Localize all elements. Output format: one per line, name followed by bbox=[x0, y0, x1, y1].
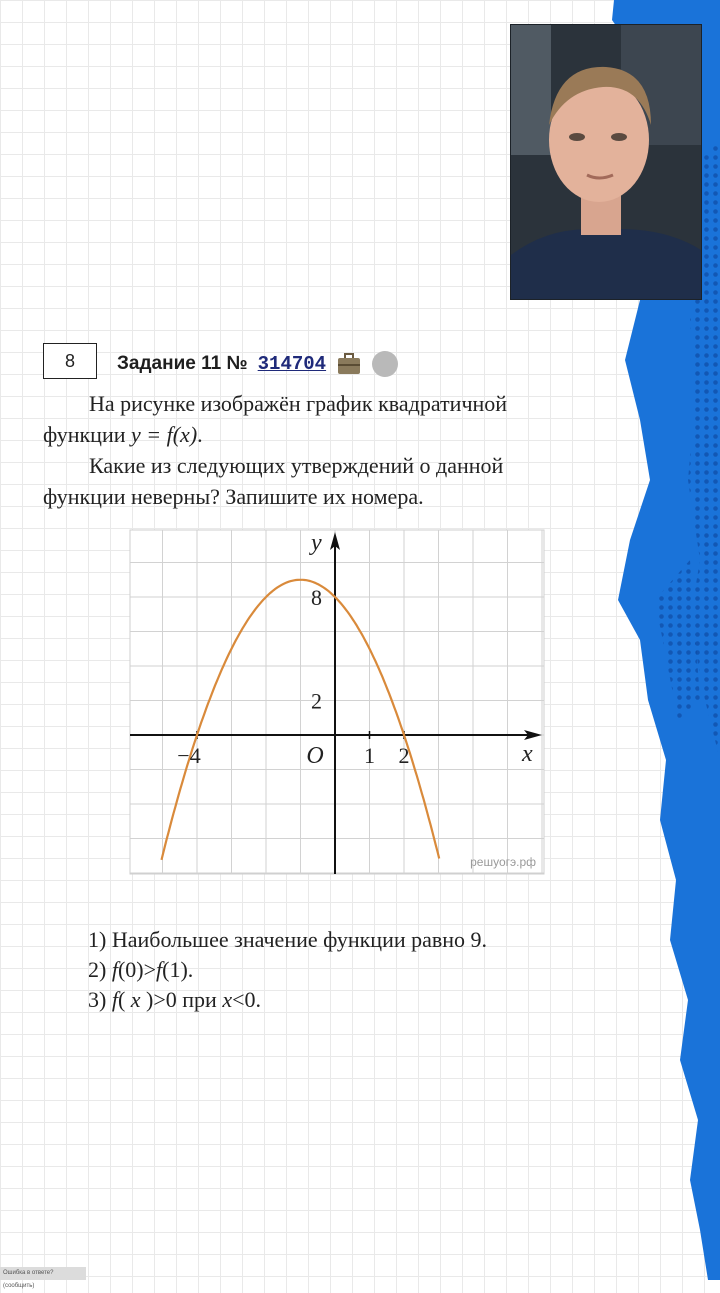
task-title: Задание 11 № bbox=[117, 353, 248, 374]
answer-option-2 bbox=[88, 955, 588, 985]
answer-2-f2: f bbox=[156, 957, 163, 982]
answer-3-x2: x bbox=[222, 987, 233, 1012]
answer-options bbox=[88, 925, 588, 1015]
statement-line-2-prefix: функции bbox=[43, 422, 131, 447]
function-graph bbox=[128, 528, 546, 876]
origin-label: O bbox=[306, 743, 324, 769]
answer-2-number: 2) bbox=[88, 957, 112, 982]
answer-2-mid: (0)> bbox=[117, 957, 157, 982]
task-number-box: 8 bbox=[43, 343, 97, 379]
y-tick-label-8: 8 bbox=[311, 585, 322, 610]
x-tick-label-1: 1 bbox=[364, 743, 375, 768]
answer-2-f1: f bbox=[111, 957, 118, 982]
webcam-video bbox=[510, 24, 702, 300]
answer-3-mid1: ( bbox=[117, 987, 131, 1012]
watermark: решуогэ.рф bbox=[470, 855, 536, 869]
answer-3-mid2: )>0 при bbox=[140, 987, 223, 1012]
statement-line-2-suffix: . bbox=[197, 422, 203, 447]
task-id-link[interactable]: 314704 bbox=[257, 353, 327, 375]
x-tick-label-2: 2 bbox=[398, 743, 410, 768]
answer-3-number: 3) bbox=[88, 987, 112, 1012]
statement-line-3: Какие из следующих утверждений о данной bbox=[89, 453, 504, 478]
answer-3-x1: x bbox=[130, 987, 141, 1012]
graph-background bbox=[130, 530, 544, 874]
y-tick-label-2: 2 bbox=[311, 688, 322, 714]
answer-3-f: f bbox=[111, 987, 118, 1012]
briefcase-icon[interactable] bbox=[336, 351, 362, 377]
statement-formula: y = f(x) bbox=[131, 422, 198, 447]
x-axis-label: x bbox=[522, 741, 533, 767]
answer-option-3 bbox=[88, 985, 588, 1015]
x-tick-label-neg4: −4 bbox=[177, 743, 201, 768]
graph-grid bbox=[130, 530, 544, 874]
answer-option-1: 1) Наибольшее значение функции равно 9. bbox=[88, 927, 488, 952]
task-header bbox=[117, 347, 398, 381]
statement-paragraph-1 bbox=[43, 388, 603, 450]
status-dot-icon bbox=[372, 351, 398, 377]
statement-line-4: функции неверны? Запишите их номера. bbox=[43, 484, 424, 509]
statement-line-1: На рисунке изображён график квадратичной bbox=[89, 391, 508, 416]
y-axis-label: y bbox=[311, 530, 322, 556]
presenter-image bbox=[511, 25, 701, 299]
report-error-link[interactable]: Ошибка в ответе? (сообщить) bbox=[0, 1267, 86, 1280]
statement-paragraph-2 bbox=[43, 450, 603, 512]
answer-3-end: <0. bbox=[232, 987, 262, 1012]
answer-2-end: (1). bbox=[162, 957, 194, 982]
